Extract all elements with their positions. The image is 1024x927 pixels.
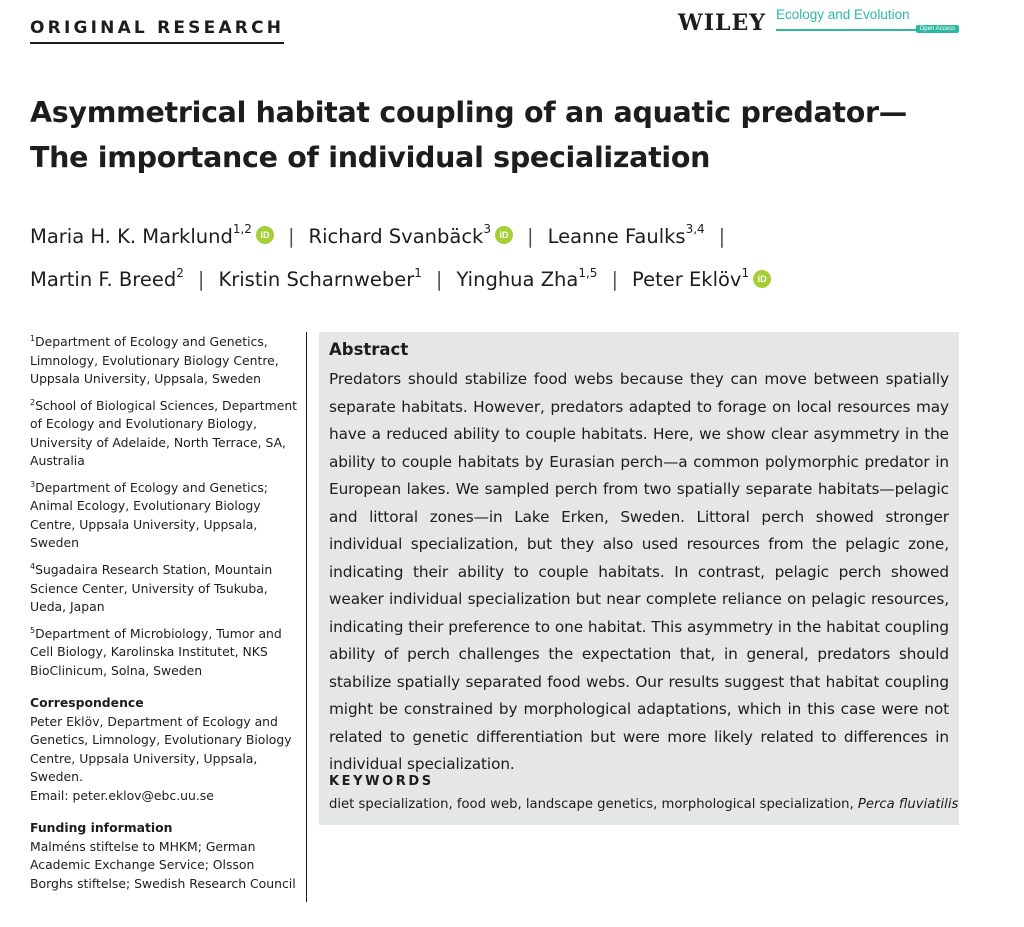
journal-logo [776, 7, 959, 33]
author-name: Yinghua Zha$^{1,5}$ [456, 265, 598, 291]
affiliation: $^2$School of Biological Sciences, Department of Ecology and Evolutionary Biology, University of Adelaide, North Terrace, SA, Australia [30, 397, 298, 469]
author-list: Maria H. K. Marklund$^{1,2}$ iD | Richard Svanbäck$^3$ iD | Leanne Faulks$^{3,4}$ | Martin F. Breed$^2$ | Kristin Scharnweber$^1$ | Yinghua Zha$^{1,5}$ | Peter Eklöv$^1$ iD [30, 212, 990, 299]
affiliation: $^4$Sugadaira Research Station, Mountain Science Center, University of Tsukuba, Ueda, Japan [30, 561, 273, 614]
open-access-badge: Open Access [916, 25, 959, 33]
publisher-logo: WILEY [678, 10, 766, 36]
orcid-icon[interactable]: iD [753, 270, 771, 288]
affiliation: $^5$Department of Microbiology, Tumor and Cell Biology, Karolinska Institutet, NKS BioClinicum, Solna, Sweden [30, 625, 282, 678]
journal-name: Ecology and Evolution [776, 7, 910, 22]
orcid-icon[interactable]: iD [256, 226, 274, 244]
keywords-heading: KEYWORDS [329, 774, 434, 789]
author-name: Kristin Scharnweber$^1$ [218, 265, 422, 291]
correspondence-heading: Correspondence [30, 695, 144, 711]
author-name: Peter Eklöv$^1$ iD [632, 268, 771, 291]
author-name: Maria H. K. Marklund$^{1,2}$ iD [30, 225, 274, 248]
funding-text: Malméns stiftelse to MHKM; German Academic Exchange Service; Olsson Borghs stiftelse; Swedish Research Council [30, 838, 296, 891]
affiliation: $^3$Department of Ecology and Genetics; Animal Ecology, Evolutionary Biology Centre, Uppsala University, Uppsala, Sweden [30, 479, 268, 551]
paper-title: Asymmetrical habitat coupling of an aquatic predator—The importance of individual specialization [30, 96, 907, 174]
correspondence-email[interactable]: Email: peter.eklov@ebc.uu.se [30, 787, 214, 803]
sidebar-info [30, 330, 300, 893]
affiliation: $^1$Department of Ecology and Genetics, Limnology, Evolutionary Biology Centre, Uppsala University, Uppsala, Sweden [30, 334, 279, 387]
author-name: Martin F. Breed$^2$ [30, 265, 184, 291]
orcid-icon[interactable]: iD [495, 226, 513, 244]
keywords-list: diet specialization, food web, landscape genetics, morphological specialization, Perca fluviatilis [329, 797, 959, 812]
column-divider [306, 332, 307, 902]
author-name: Richard Svanbäck$^3$ iD [309, 225, 513, 248]
abstract-heading: Abstract [329, 340, 409, 359]
correspondence-text: Peter Eklöv, Department of Ecology and Genetics, Limnology, Evolutionary Biology Centre, Uppsala University, Uppsala, Sweden. [30, 713, 292, 785]
abstract-panel [319, 332, 959, 825]
abstract-text: Predators should stabilize food webs because they can move between spatially separate habitats. However, predators adapted to forage on local resources may have a reduced ability to couple habitats. Here, we show clear asymmetry in the ability to couple habitats by Eurasian perch—a common polymorphic predator in European lakes. We sampled perch from two spatially separate habitats—pelagic and littoral zones—in Lake Erken, Sweden. Littoral perch showed stronger individual specialization, but they also used resources from the pelagic zone, indicating their ability to couple habitats. In contrast, pelagic perch showed weaker individual specialization but near complete reliance on pelagic resources, indicating their preference to one habitat. This asymmetry in the habitat coupling ability of perch challenges the expectation that, in general, predators should stabilize spatially separated food webs. Our results suggest that habitat coupling might be constrained by morphological adaptations, which in this case were not related to genetic differentiation but were more likely related to differences in individual specialization. [329, 370, 949, 773]
funding-heading: Funding information [30, 820, 173, 836]
section-label: ORIGINAL RESEARCH [30, 18, 284, 44]
author-name: Leanne Faulks$^{3,4}$ [547, 222, 705, 248]
